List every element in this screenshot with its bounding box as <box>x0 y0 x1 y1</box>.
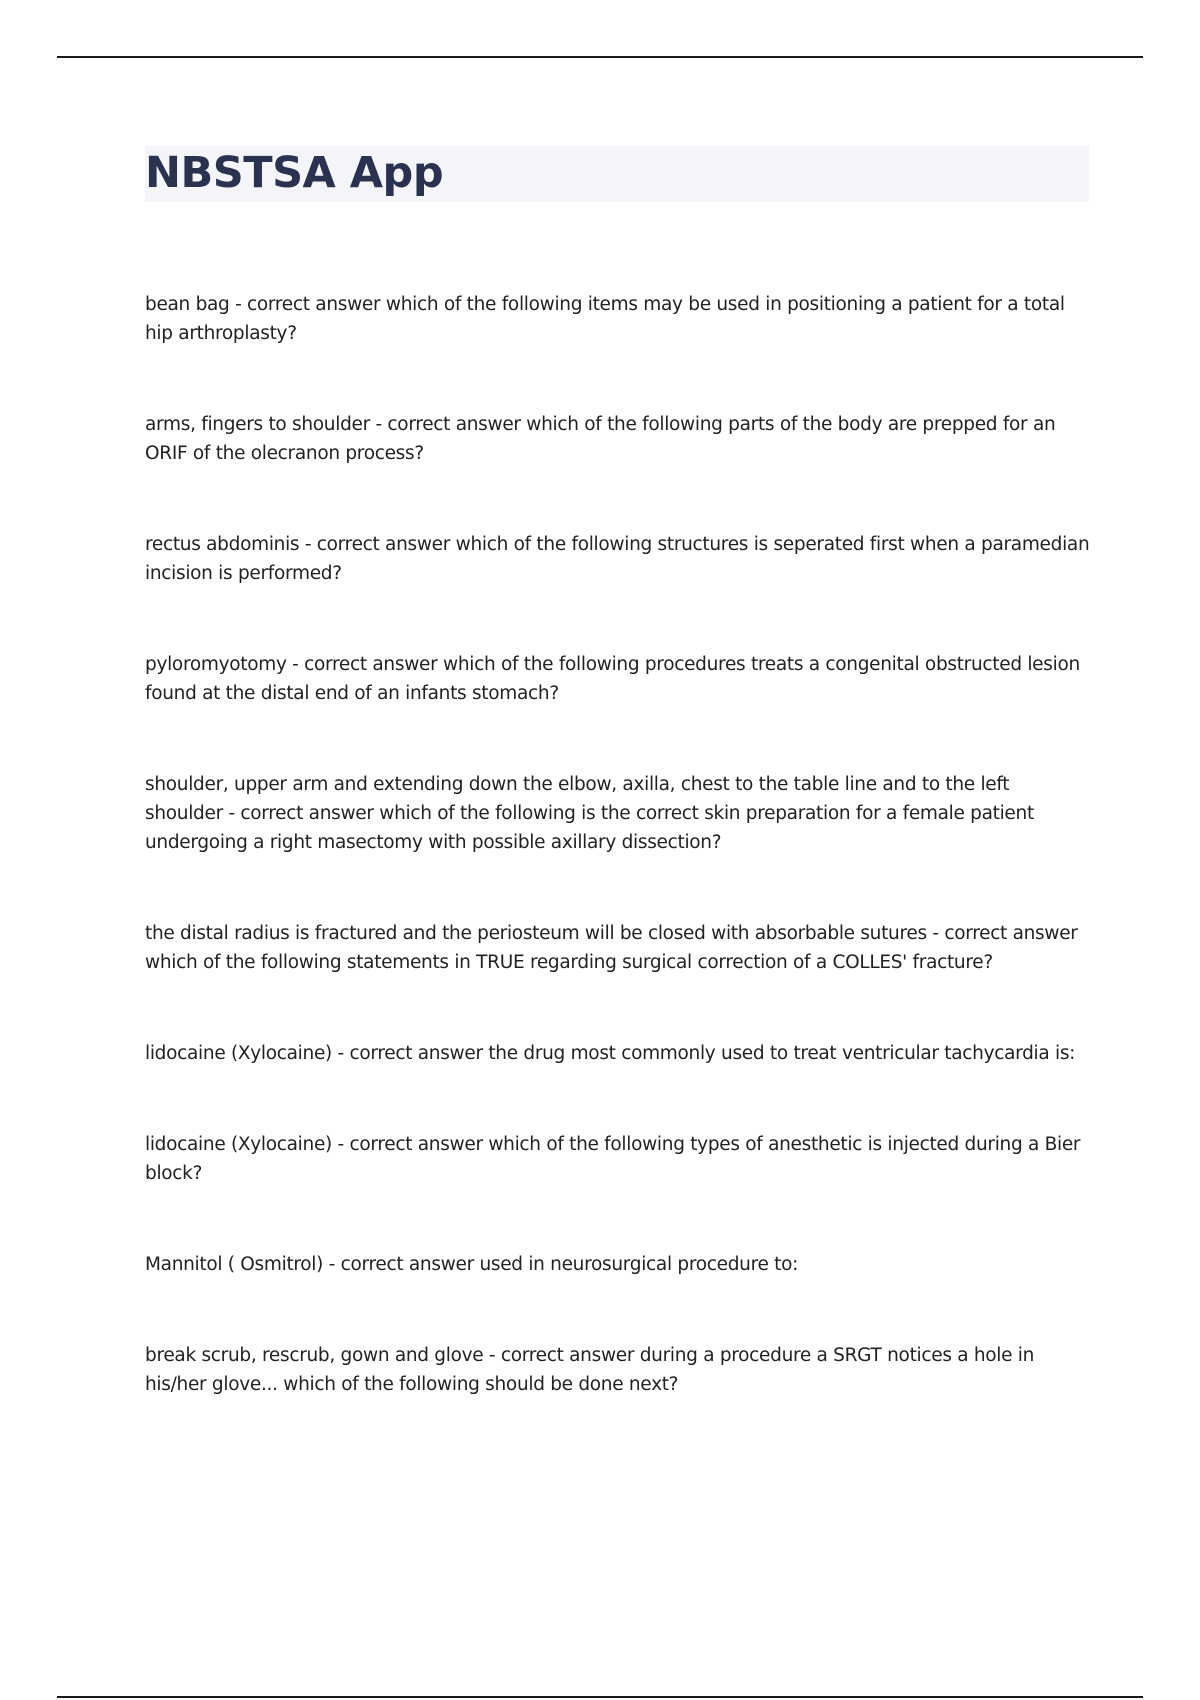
qa-item: rectus abdominis - correct answer which of the following structures is seperated first when a paramedian incision is performed? <box>145 534 1090 584</box>
bottom-rule <box>57 1696 1143 1698</box>
qa-item: arms, fingers to shoulder - correct answer which of the following parts of the body are prepped for an ORIF of the olecranon process? <box>145 414 1056 464</box>
document-title: NBSTSA App <box>145 148 444 198</box>
qa-item: pyloromyotomy - correct answer which of the following procedures treats a congenital obstructed lesion found at the distal end of an infants stomach? <box>145 654 1080 704</box>
qa-item: the distal radius is fractured and the periosteum will be closed with absorbable sutures - correct answer which of the following statements in TRUE regarding surgical correction of a COLLES' fracture? <box>145 923 1078 973</box>
qa-item: break scrub, rescrub, gown and glove - correct answer during a procedure a SRGT notices a hole in his/her glove... which of the following should be done next? <box>145 1345 1035 1395</box>
qa-item: Mannitol ( Osmitrol) - correct answer used in neurosurgical procedure to: <box>145 1254 799 1275</box>
qa-item: lidocaine (Xylocaine) - correct answer which of the following types of anesthetic is injected during a Bier block? <box>145 1134 1081 1184</box>
qa-list <box>145 290 1090 1461</box>
qa-item: lidocaine (Xylocaine) - correct answer the drug most commonly used to treat ventricular tachycardia is: <box>145 1043 1076 1064</box>
qa-item: bean bag - correct answer which of the following items may be used in positioning a patient for a total hip arthroplasty? <box>145 294 1065 344</box>
qa-item: shoulder, upper arm and extending down the elbow, axilla, chest to the table line and to the left shoulder - correct answer which of the following is the correct skin preparation for a female patient undergoing a right masectomy with possible axillary dissection? <box>145 774 1034 853</box>
top-rule <box>57 56 1143 58</box>
